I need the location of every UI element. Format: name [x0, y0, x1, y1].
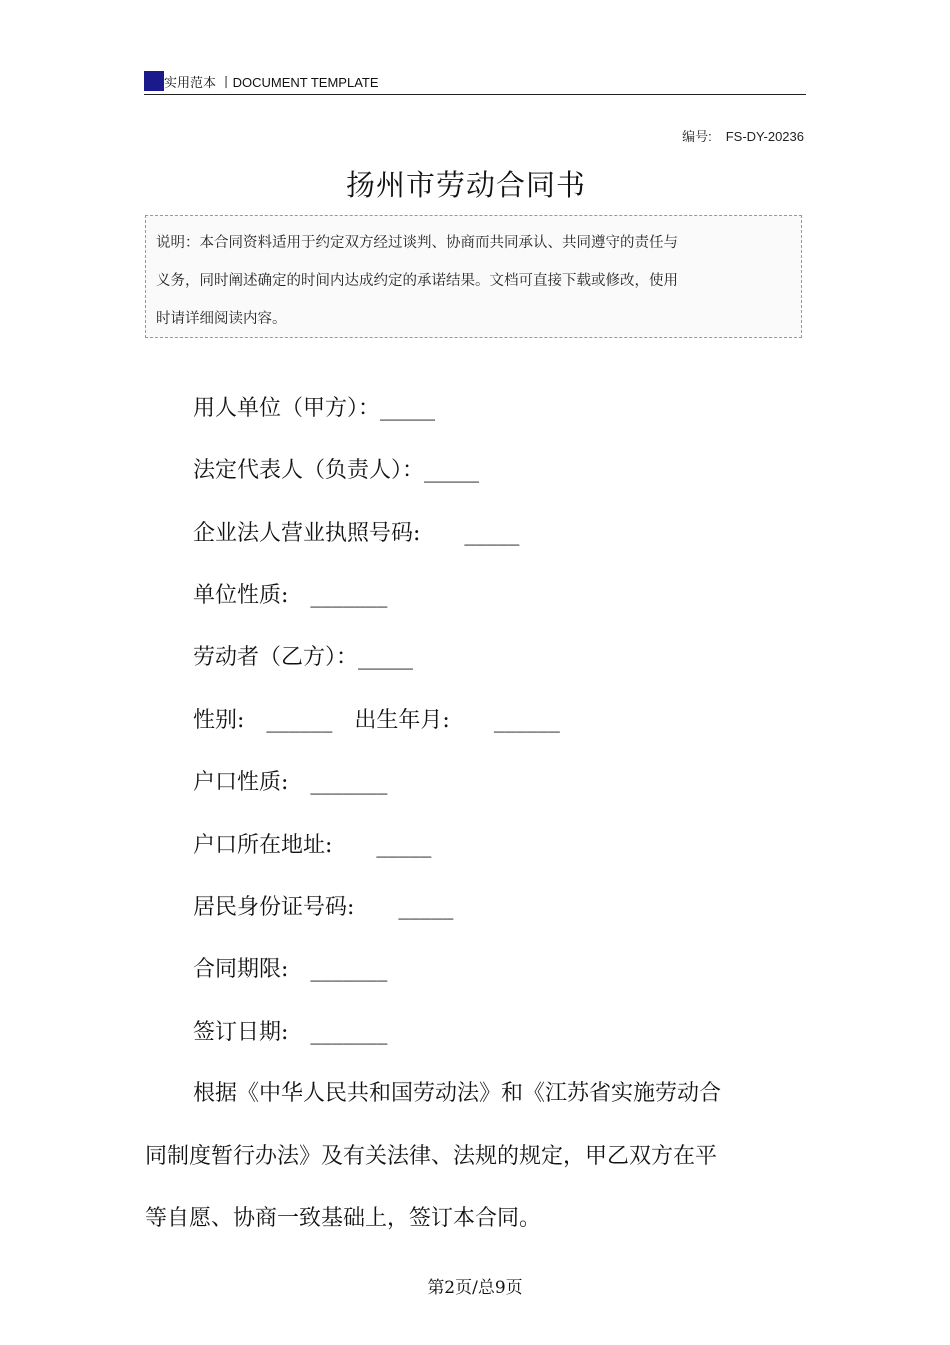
document-number	[682, 126, 804, 145]
field-household-nature: 户口性质: _______	[193, 770, 388, 795]
logo-square-icon	[144, 71, 164, 91]
paragraph-line: 同制度暂行办法》及有关法律、法规的规定，甲乙双方在平	[145, 1144, 718, 1169]
description-box	[145, 215, 802, 338]
field-id-number: 居民身份证号码: _____	[193, 895, 454, 920]
description-line: 时请详细阅读内容。	[156, 311, 287, 327]
page-header	[144, 70, 806, 95]
field-employer-nature: 单位性质: _______	[193, 583, 388, 608]
field-gender-birthdate: 性别: ______ 出生年月: ______	[193, 708, 560, 733]
document-number-value: FS-DY-20236	[725, 129, 804, 144]
field-contract-term: 合同期限: _______	[193, 957, 388, 982]
field-business-license-number: 企业法人营业执照号码: _____	[193, 521, 520, 546]
document-title: 扬州市劳动合同书	[345, 168, 586, 202]
page-number: 第2页/总9页	[427, 1278, 523, 1298]
field-legal-representative: 法定代表人（负责人）：_____	[193, 458, 480, 483]
document-number-label: 编号:	[682, 129, 712, 144]
field-signing-date: 签订日期: _______	[193, 1020, 388, 1045]
description-line: 说明：本合同资料适用于约定双方经过谈判、协商而共同承认、共同遵守的责任与	[156, 235, 678, 251]
field-employer: 用人单位（甲方）：_____	[193, 396, 436, 421]
header-text: 实用范本 丨DOCUMENT TEMPLATE	[164, 75, 379, 90]
description-line: 义务，同时阐述确定的时间内达成约定的承诺结果。文档可直接下载或修改，使用	[156, 273, 678, 289]
field-household-address: 户口所在地址: _____	[193, 833, 432, 858]
paragraph-line: 等自愿、协商一致基础上，签订本合同。	[145, 1206, 542, 1231]
field-employee: 劳动者（乙方）：_____	[193, 645, 414, 670]
paragraph-line: 根据《中华人民共和国劳动法》和《江苏省实施劳动合	[193, 1081, 722, 1106]
